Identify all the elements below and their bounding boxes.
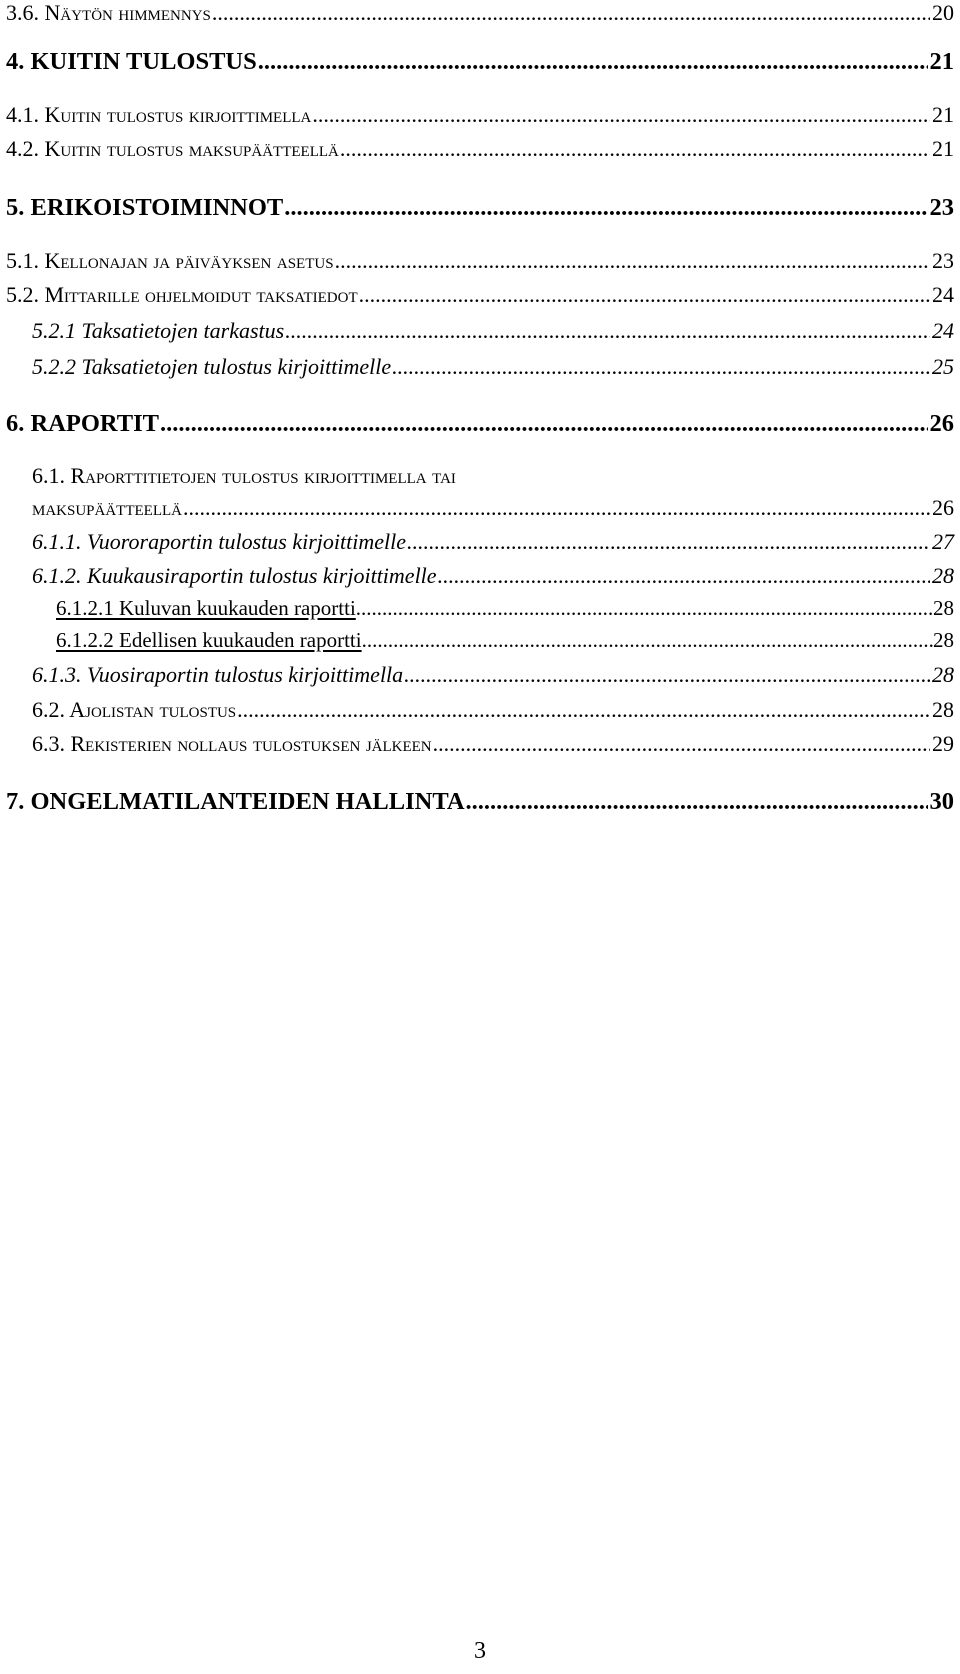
- page-number: 3: [474, 1638, 486, 1664]
- dot-leader: [340, 138, 930, 160]
- dot-leader: [433, 733, 930, 755]
- toc-entry-6-1-1[interactable]: [32, 531, 954, 553]
- toc-entry-6-1[interactable]: [32, 497, 954, 519]
- dot-leader: [285, 320, 930, 342]
- toc-entry-number: 6.1.: [32, 463, 65, 488]
- toc-entry-title: Rekisterien nollaus tulostuksen jälkeen: [70, 731, 432, 756]
- dot-leader: [237, 699, 930, 721]
- toc-page-number: 23: [929, 194, 954, 221]
- toc-page-number: 25: [932, 354, 954, 379]
- toc-entry-title: 6. RAPORTIT: [6, 410, 159, 437]
- dot-leader: [160, 412, 928, 437]
- dot-leader: [404, 664, 930, 686]
- toc-entry-number: 5.2.: [6, 282, 39, 307]
- toc-entry-number: 3.6.: [6, 0, 39, 25]
- toc-entry-title-continued: maksupäätteellä: [32, 495, 182, 520]
- toc-entry-4[interactable]: [6, 50, 954, 75]
- dot-leader: [359, 284, 930, 306]
- toc-entry-5-2-1[interactable]: [32, 320, 954, 342]
- toc-entry-number: 4.2.: [6, 136, 39, 161]
- dot-leader: [407, 531, 930, 553]
- toc-page-number: 24: [932, 282, 954, 307]
- toc-page-number: 26: [929, 410, 954, 437]
- toc-entry-4-2[interactable]: [6, 138, 954, 160]
- toc-entry-title: Mittarille ohjelmoidut taksatiedot: [44, 282, 358, 307]
- toc-page-number: 28: [933, 628, 954, 652]
- toc-entry-6-1-3[interactable]: [32, 664, 954, 686]
- toc-entry-title: 6.1.1. Vuororaportin tulostus kirjoittimelle: [32, 529, 406, 554]
- toc-entry-6-1-2[interactable]: [32, 565, 954, 587]
- toc-entry-6-2[interactable]: [32, 699, 954, 721]
- toc-page-number: 21: [932, 136, 954, 161]
- toc-entry-title: 6.1.3. Vuosiraportin tulostus kirjoittimella: [32, 662, 404, 687]
- toc-entry-title: 6.1.2. Kuukausiraportin tulostus kirjoittimelle: [32, 563, 437, 588]
- toc-page-number: 28: [932, 563, 954, 588]
- toc-page-number: 20: [932, 0, 954, 25]
- toc-page-number: 28: [932, 662, 954, 687]
- toc-page-number: 29: [932, 731, 954, 756]
- toc-entry-title: Näytön himmennys: [44, 0, 211, 25]
- toc-entry-6-1-line1[interactable]: [32, 465, 456, 487]
- toc-page-number: 23: [932, 248, 954, 273]
- toc-entry-title: 5.2.2 Taksatietojen tulostus kirjoittimelle: [32, 354, 392, 379]
- toc-entry-title: 6.1.2.1 Kuluvan kuukauden raportti: [56, 596, 356, 620]
- toc-entry-title: 5.2.1 Taksatietojen tarkastus: [32, 318, 285, 343]
- toc-page-number: 30: [929, 788, 954, 815]
- toc-entry-5-1[interactable]: [6, 250, 954, 272]
- toc-entry-5-2[interactable]: [6, 284, 954, 306]
- toc-entry-6-1-2-1[interactable]: [56, 598, 954, 619]
- toc-page-number: 26: [932, 495, 954, 520]
- toc-page-number: 21: [929, 48, 954, 75]
- toc-entry-5-2-2[interactable]: [32, 356, 954, 378]
- toc-entry-4-1[interactable]: [6, 104, 954, 126]
- dot-leader: [284, 196, 927, 221]
- toc-entry-title: 7. ONGELMATILANTEIDEN HALLINTA: [6, 788, 465, 815]
- dot-leader: [392, 356, 930, 378]
- dot-leader: [258, 50, 928, 75]
- toc-entry-title: Raporttitietojen tulostus kirjoittimella tai: [70, 463, 456, 488]
- toc-entry-title: 6.1.2.2 Edellisen kuukauden raportti: [56, 628, 362, 652]
- toc-page-number: 28: [933, 596, 954, 620]
- toc-entry-3-6[interactable]: [6, 2, 954, 24]
- dot-leader: [335, 250, 930, 272]
- toc-entry-number: 6.2.: [32, 697, 65, 722]
- dot-leader: [466, 790, 928, 815]
- toc-entry-number: 6.3.: [32, 731, 65, 756]
- toc-entry-5[interactable]: [6, 196, 954, 221]
- dot-leader: [438, 565, 930, 587]
- dot-leader: [312, 104, 930, 126]
- toc-entry-6-1-2-2[interactable]: [56, 630, 954, 651]
- toc-entry-title: Kellonajan ja päiväyksen asetus: [44, 248, 334, 273]
- toc-entry-number: 5.1.: [6, 248, 39, 273]
- toc-entry-7[interactable]: [6, 790, 954, 815]
- toc-page-number: 21: [932, 102, 954, 127]
- toc-entry-title: Ajolistan tulostus: [69, 697, 237, 722]
- dot-leader: [356, 598, 933, 619]
- dot-leader: [183, 497, 930, 519]
- dot-leader: [212, 2, 930, 24]
- toc-entry-6[interactable]: [6, 412, 954, 437]
- toc-entry-title: 4. KUITIN TULOSTUS: [6, 48, 257, 75]
- toc-entry-title: Kuitin tulostus maksupäätteellä: [44, 136, 339, 161]
- toc-entry-6-3[interactable]: [32, 733, 954, 755]
- toc-page-number: 24: [932, 318, 954, 343]
- toc-entry-number: 4.1.: [6, 102, 39, 127]
- toc-page-number: 28: [932, 697, 954, 722]
- toc-page-number: 27: [932, 529, 954, 554]
- dot-leader: [362, 630, 933, 651]
- toc-entry-title: Kuitin tulostus kirjoittimella: [44, 102, 312, 127]
- toc-entry-title: 5. ERIKOISTOIMINNOT: [6, 194, 284, 221]
